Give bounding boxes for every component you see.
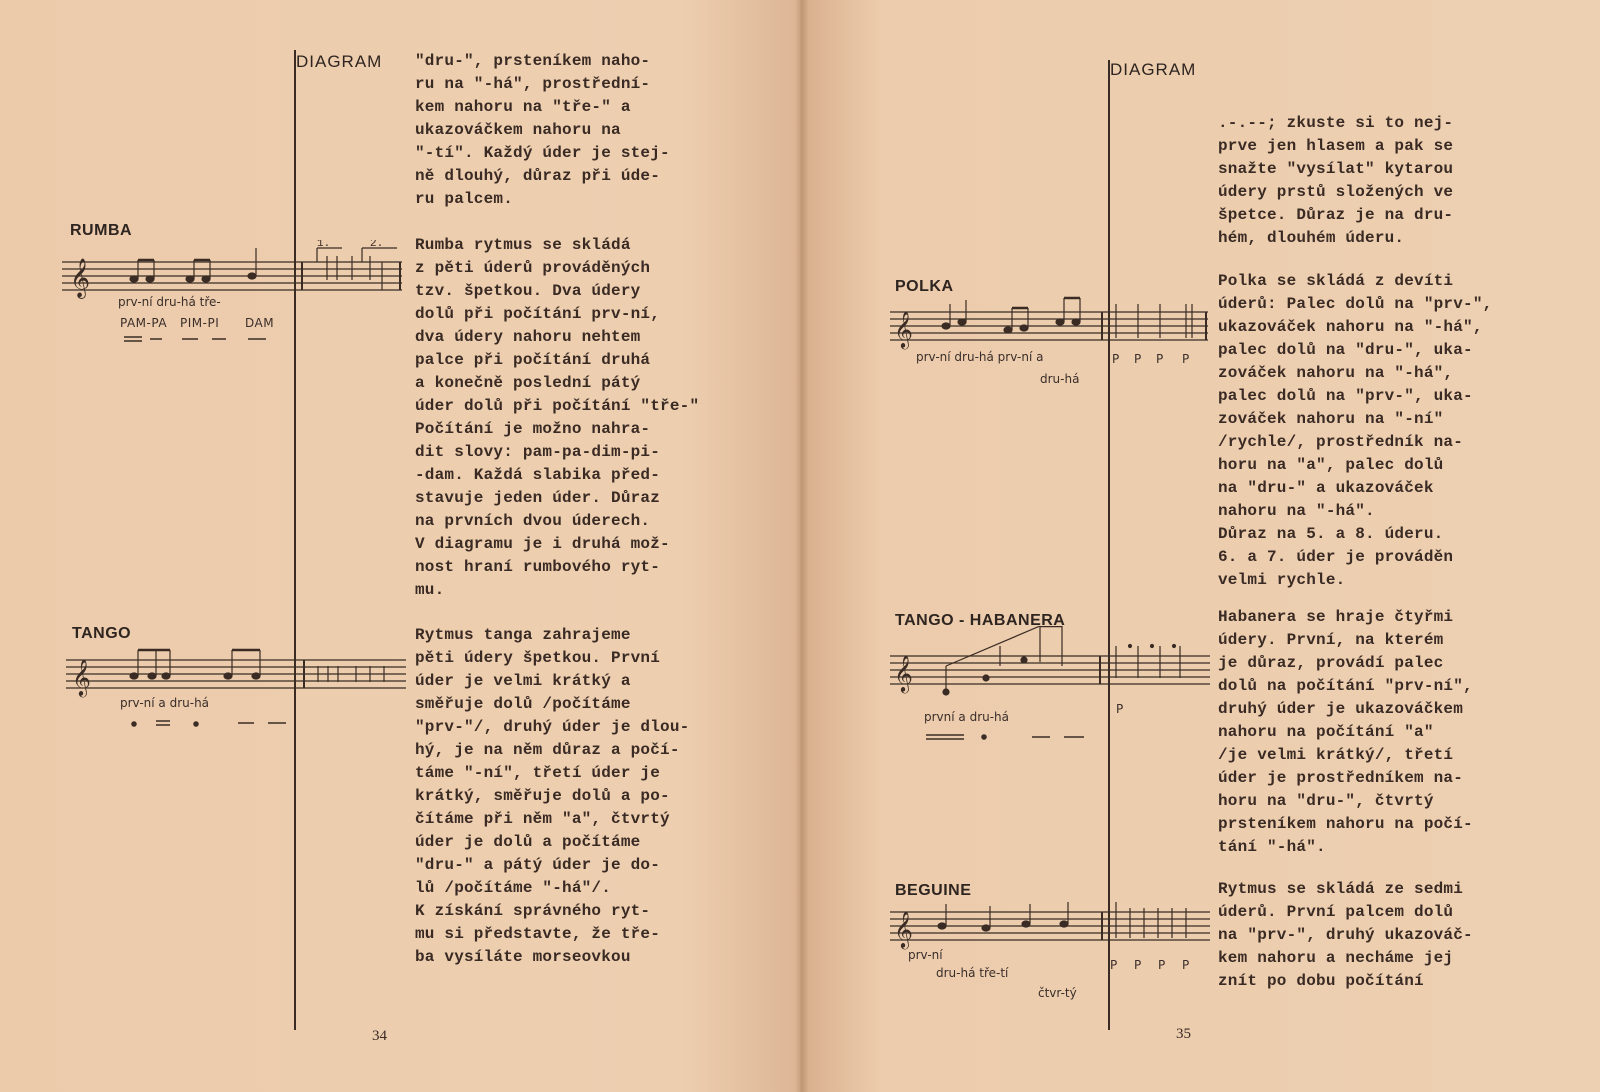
- rumba-staff: [62, 240, 402, 315]
- rumba-text: Rumba rytmus se skládá z pěti úderů prováděných tzv. špetkou. Dva údery dolů při počítání prv-ní, dva údery nahoru nehtem palce při počítání druhá a konečně poslední pátý úder dolů při počítání "tře-" Počítání je možno nahra- dit slovy: pam-pa-dim-pi- -dam. Každá slabika před- stavuje jeden úder. Důraz na prvních dvou úderech. V diagramu je i druhá mož- nost hraní rumbového ryt- mu.: [415, 236, 700, 599]
- polka-text: Polka se skládá z devíti úderů: Palec dolů na "prv-", ukazováček nahoru na "-há", palec dolů na "dru-", uka- zováček nahoru na "-há", palec dolů na "prv-", uka- zováček nahoru na "-ní" /rychle/, prostředník na- horu na "a", palec dolů na "dru-" a ukazováček nahoru na "-há". Důraz na 5. a 8. úderu. 6. a 7. úder je prováděn velmi rychle.: [1218, 272, 1493, 589]
- polka-count-text-2: dru-há: [1040, 372, 1080, 386]
- ending-1-label: 1.: [317, 240, 331, 250]
- rumba-syllable-3: DAM: [245, 316, 275, 330]
- book-gutter: [795, 0, 809, 1092]
- treble-clef-icon: 𝄞: [72, 658, 91, 696]
- tango-count-text: prv-ní a dru-há: [120, 696, 210, 710]
- rumba-accent-marks: [120, 334, 280, 344]
- beguine-p-mark-3: P: [1158, 958, 1166, 972]
- ending-2-label: 2.: [370, 240, 384, 250]
- diagram-label: DIAGRAM: [1110, 60, 1197, 79]
- tango-staff: [66, 640, 406, 700]
- page-number: 35: [1176, 1026, 1191, 1042]
- polka-staff: [890, 294, 1208, 354]
- treble-clef-icon: 𝄞: [894, 310, 913, 348]
- page-number: 34: [372, 1028, 387, 1044]
- beguine-title: BEGUINE: [895, 882, 972, 899]
- polka-count-text: prv-ní dru-há prv-ní a: [916, 350, 1044, 364]
- tango-habanera-title: TANGO - HABANERA: [895, 612, 1066, 629]
- polka-p-mark-3: P: [1156, 352, 1164, 366]
- tango-habanera-count-text: první a dru-há: [924, 710, 1010, 724]
- tango-text: Rytmus tanga zahrajeme pěti údery špetkou. První úder je velmi krátký a směřuje dolů /počítáme "prv-"/, druhý úder je dlou- hý, je na něm důraz a počí- táme "-ní", třetí úder je krátký, směřuje dolů a po- čítáme při něm "a", čtvrtý úder je dolů a počítáme "dru-" a pátý úder je do- lů /počítáme "-há"/. K získání správného ryt- mu si představte, že tře- ba vysíláte morseovkou: [415, 626, 690, 966]
- polka-p-mark-4: P: [1182, 352, 1190, 366]
- beguine-count-text-1: prv-ní: [908, 948, 943, 962]
- beguine-count-text-3: čtvr-tý: [1038, 986, 1077, 1000]
- intro-text: "dru-", prsteníkem naho- ru na "-há", prostřední- kem nahoru na "tře-" a ukazováčkem nahoru na "-tí". Každý úder je stej- ně dlouhý, důraz při úde- ru palcem.: [415, 52, 670, 208]
- rumba-syllable-2: PIM-PI: [180, 316, 220, 330]
- beguine-p-mark-1: P: [1110, 958, 1118, 972]
- treble-clef-icon: 𝄞: [70, 258, 91, 298]
- diagram-label: DIAGRAM: [296, 52, 383, 71]
- diagram-divider-line: [1108, 60, 1110, 1030]
- right-page: [800, 0, 1600, 1092]
- rumba-title: RUMBA: [70, 222, 133, 239]
- tango-habanera-p-mark: P: [1116, 702, 1124, 716]
- beguine-p-mark-2: P: [1134, 958, 1142, 972]
- tango-habanera-accent-marks: [924, 730, 1104, 744]
- beguine-text: Rytmus se skládá ze sedmi úderů. První palcem dolů na "prv-", druhý ukazováč- kem nahoru a necháme jej znít po dobu počítání: [1218, 880, 1473, 990]
- treble-clef-icon: 𝄞: [894, 910, 913, 948]
- beguine-count-text-2: dru-há tře-tí: [936, 966, 1009, 980]
- tango-accent-marks: [126, 716, 296, 730]
- polka-p-mark-2: P: [1134, 352, 1142, 366]
- beguine-p-mark-4: P: [1182, 958, 1190, 972]
- tango-habanera-staff: [890, 626, 1210, 706]
- intro-text: .-.--; zkuste si to nej- prve jen hlasem a pak se snažte "vysílat" kytarou údery prstů složených ve špetce. Důraz je na dru- hém, dlouhém úderu.: [1218, 114, 1454, 247]
- treble-clef-icon: 𝄞: [894, 654, 913, 692]
- polka-title: POLKA: [895, 278, 954, 295]
- polka-p-mark-1: P: [1112, 352, 1120, 366]
- diagram-divider-line: [294, 50, 296, 1030]
- rumba-count-text: prv-ní dru-há tře-: [118, 295, 221, 309]
- tango-title: TANGO: [72, 625, 132, 642]
- tango-habanera-text: Habanera se hraje čtyřmi údery. První, na kterém je důraz, provádí palec dolů na počítání "prv-ní", druhý úder je ukazováčkem nahoru na počítání "a" /je velmi krátký/, třetí úder je prostředníkem na- horu na "dru-", čtvrtý prsteníkem nahoru na počí- tání "-há".: [1218, 608, 1473, 856]
- rumba-syllable-1: PAM-PA: [120, 316, 168, 330]
